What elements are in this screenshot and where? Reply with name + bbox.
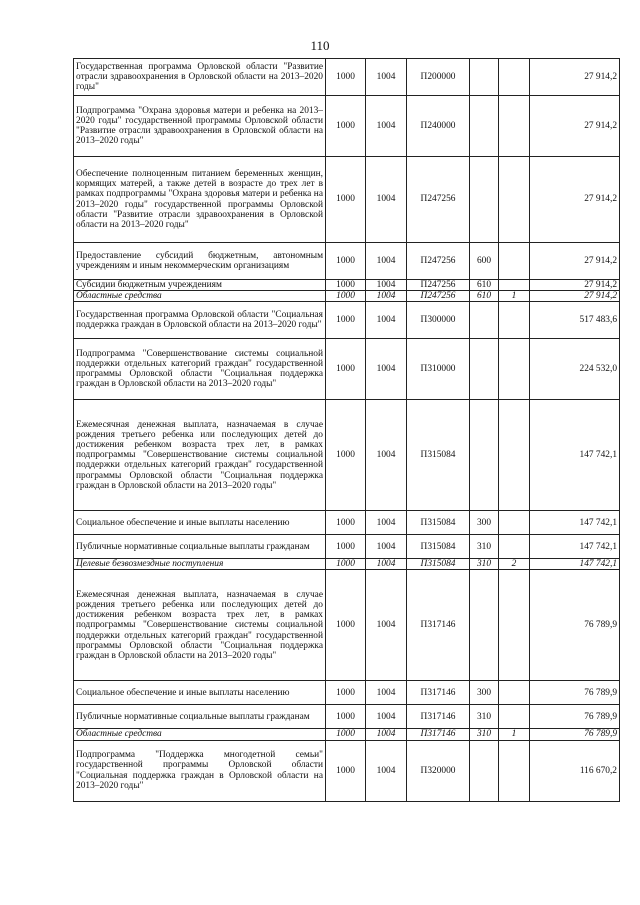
row-name: Обеспечение полноценным питанием беременных женщин, кормящих матерей, а также детей в возрасте до трех лет в рамках подпрограммы "Охрана здоровья матери и ребенка на 2013–2020 годы" государственной программы Орловской области "Развитие отрасли здравоохранения в Орловской области на 2013–2020 годы" bbox=[74, 157, 326, 243]
funding-source-code: 1 bbox=[499, 291, 530, 302]
table-row bbox=[74, 570, 620, 681]
subsection-code: 1004 bbox=[366, 59, 407, 96]
section-code: 1000 bbox=[326, 243, 366, 280]
table-row bbox=[74, 535, 620, 559]
row-name: Областные средства bbox=[74, 291, 326, 302]
section-code: 1000 bbox=[326, 291, 366, 302]
amount: 27 914,2 bbox=[530, 291, 620, 302]
table-row bbox=[74, 302, 620, 339]
amount: 147 742,1 bbox=[530, 535, 620, 559]
row-name: Ежемесячная денежная выплата, назначаемая в случае рождения третьего ребенка или последующих детей до достижения ребенком возраста трех лет, в рамках подпрограммы "Совершенствование системы социальной поддержки отдельных категорий граждан" государственной программы Орловской области "Социальная поддержка граждан в Орловской области на 2013–2020 годы" bbox=[74, 570, 326, 681]
target-article-code: П317146 bbox=[407, 729, 470, 740]
subsection-code: 1004 bbox=[366, 535, 407, 559]
funding-source-code bbox=[499, 705, 530, 729]
row-name: Подпрограмма "Совершенствование системы социальной поддержки отдельных категорий граждан" государственной программы Орловской области "Социальная поддержка граждан в Орловской области на 2013–2020 годы" bbox=[74, 339, 326, 400]
amount: 224 532,0 bbox=[530, 339, 620, 400]
row-name: Публичные нормативные социальные выплаты гражданам bbox=[74, 535, 326, 559]
expense-type-code: 310 bbox=[470, 705, 499, 729]
expense-type-code: 310 bbox=[470, 559, 499, 570]
funding-source-code bbox=[499, 302, 530, 339]
subsection-code: 1004 bbox=[366, 511, 407, 535]
section-code: 1000 bbox=[326, 740, 366, 801]
target-article-code: П247256 bbox=[407, 157, 470, 243]
funding-source-code bbox=[499, 59, 530, 96]
table-row bbox=[74, 291, 620, 302]
table-row bbox=[74, 400, 620, 511]
target-article-code: П310000 bbox=[407, 339, 470, 400]
funding-source-code: 2 bbox=[499, 559, 530, 570]
target-article-code: П315084 bbox=[407, 559, 470, 570]
amount: 147 742,1 bbox=[530, 511, 620, 535]
amount: 147 742,1 bbox=[530, 400, 620, 511]
subsection-code: 1004 bbox=[366, 570, 407, 681]
target-article-code: П317146 bbox=[407, 705, 470, 729]
expense-type-code: 300 bbox=[470, 681, 499, 705]
table-row bbox=[74, 681, 620, 705]
subsection-code: 1004 bbox=[366, 681, 407, 705]
section-code: 1000 bbox=[326, 705, 366, 729]
funding-source-code bbox=[499, 400, 530, 511]
amount: 27 914,2 bbox=[530, 157, 620, 243]
row-name: Социальное обеспечение и иные выплаты населению bbox=[74, 511, 326, 535]
section-code: 1000 bbox=[326, 280, 366, 291]
expense-type-code bbox=[470, 400, 499, 511]
expense-type-code: 310 bbox=[470, 729, 499, 740]
amount: 517 483,6 bbox=[530, 302, 620, 339]
section-code: 1000 bbox=[326, 96, 366, 157]
row-name: Социальное обеспечение и иные выплаты населению bbox=[74, 681, 326, 705]
subsection-code: 1004 bbox=[366, 243, 407, 280]
subsection-code: 1004 bbox=[366, 291, 407, 302]
target-article-code: П200000 bbox=[407, 59, 470, 96]
table-row bbox=[74, 559, 620, 570]
subsection-code: 1004 bbox=[366, 96, 407, 157]
expense-type-code: 600 bbox=[470, 243, 499, 280]
section-code: 1000 bbox=[326, 302, 366, 339]
funding-source-code bbox=[499, 681, 530, 705]
target-article-code: П300000 bbox=[407, 302, 470, 339]
section-code: 1000 bbox=[326, 511, 366, 535]
expense-type-code: 300 bbox=[470, 511, 499, 535]
expense-type-code bbox=[470, 59, 499, 96]
amount: 27 914,2 bbox=[530, 243, 620, 280]
expense-type-code bbox=[470, 302, 499, 339]
section-code: 1000 bbox=[326, 400, 366, 511]
target-article-code: П320000 bbox=[407, 740, 470, 801]
row-name: Подпрограмма "Поддержка многодетной семьи" государственной программы Орловской области "Социальная поддержка граждан в Орловской области на 2013–2020 годы" bbox=[74, 740, 326, 801]
subsection-code: 1004 bbox=[366, 559, 407, 570]
row-name: Публичные нормативные социальные выплаты гражданам bbox=[74, 705, 326, 729]
amount: 27 914,2 bbox=[530, 96, 620, 157]
target-article-code: П315084 bbox=[407, 535, 470, 559]
amount: 27 914,2 bbox=[530, 59, 620, 96]
row-name: Подпрограмма "Охрана здоровья матери и ребенка на 2013–2020 годы" государственной программы Орловской области "Развитие отрасли здравоохранения в Орловской области на 2013–2020 годы" bbox=[74, 96, 326, 157]
target-article-code: П315084 bbox=[407, 400, 470, 511]
section-code: 1000 bbox=[326, 729, 366, 740]
section-code: 1000 bbox=[326, 59, 366, 96]
target-article-code: П240000 bbox=[407, 96, 470, 157]
section-code: 1000 bbox=[326, 570, 366, 681]
expense-type-code bbox=[470, 157, 499, 243]
section-code: 1000 bbox=[326, 339, 366, 400]
table-row bbox=[74, 740, 620, 801]
subsection-code: 1004 bbox=[366, 157, 407, 243]
row-name: Областные средства bbox=[74, 729, 326, 740]
row-name: Субсидии бюджетным учреждениям bbox=[74, 280, 326, 291]
amount: 147 742,1 bbox=[530, 559, 620, 570]
table-body bbox=[74, 59, 620, 802]
row-name: Государственная программа Орловской области "Социальная поддержка граждан в Орловской области на 2013–2020 годы" bbox=[74, 302, 326, 339]
section-code: 1000 bbox=[326, 681, 366, 705]
row-name: Предоставление субсидий бюджетным, автономным учреждениям и иным некоммерческим организациям bbox=[74, 243, 326, 280]
expense-type-code bbox=[470, 570, 499, 681]
amount: 76 789,9 bbox=[530, 705, 620, 729]
subsection-code: 1004 bbox=[366, 400, 407, 511]
subsection-code: 1004 bbox=[366, 729, 407, 740]
section-code: 1000 bbox=[326, 157, 366, 243]
amount: 76 789,9 bbox=[530, 729, 620, 740]
amount: 76 789,9 bbox=[530, 570, 620, 681]
subsection-code: 1004 bbox=[366, 339, 407, 400]
target-article-code: П317146 bbox=[407, 681, 470, 705]
target-article-code: П317146 bbox=[407, 570, 470, 681]
subsection-code: 1004 bbox=[366, 280, 407, 291]
table-row bbox=[74, 339, 620, 400]
expense-type-code bbox=[470, 96, 499, 157]
expense-type-code: 310 bbox=[470, 535, 499, 559]
target-article-code: П315084 bbox=[407, 511, 470, 535]
section-code: 1000 bbox=[326, 535, 366, 559]
subsection-code: 1004 bbox=[366, 302, 407, 339]
expense-type-code bbox=[470, 740, 499, 801]
funding-source-code bbox=[499, 243, 530, 280]
funding-source-code bbox=[499, 570, 530, 681]
subsection-code: 1004 bbox=[366, 740, 407, 801]
table-row bbox=[74, 280, 620, 291]
table-row bbox=[74, 705, 620, 729]
row-name: Целевые безвозмездные поступления bbox=[74, 559, 326, 570]
subsection-code: 1004 bbox=[366, 705, 407, 729]
target-article-code: П247256 bbox=[407, 291, 470, 302]
funding-source-code bbox=[499, 157, 530, 243]
funding-source-code bbox=[499, 96, 530, 157]
amount: 76 789,9 bbox=[530, 681, 620, 705]
amount: 27 914,2 bbox=[530, 280, 620, 291]
funding-source-code bbox=[499, 511, 530, 535]
table-row bbox=[74, 96, 620, 157]
expense-type-code: 610 bbox=[470, 291, 499, 302]
target-article-code: П247256 bbox=[407, 280, 470, 291]
table-row bbox=[74, 59, 620, 96]
funding-source-code: 1 bbox=[499, 729, 530, 740]
funding-source-code bbox=[499, 740, 530, 801]
page-number: 110 bbox=[310, 38, 330, 53]
expense-type-code: 610 bbox=[470, 280, 499, 291]
section-code: 1000 bbox=[326, 559, 366, 570]
amount: 116 670,2 bbox=[530, 740, 620, 801]
row-name: Ежемесячная денежная выплата, назначаемая в случае рождения третьего ребенка или последующих детей до достижения ребенком возраста трех лет, в рамках подпрограммы "Совершенствование системы социальной поддержки отдельных категорий граждан" государственной программы Орловской области "Социальная поддержка граждан в Орловской области на 2013–2020 годы" bbox=[74, 400, 326, 511]
table-row bbox=[74, 729, 620, 740]
target-article-code: П247256 bbox=[407, 243, 470, 280]
table-row bbox=[74, 511, 620, 535]
table-row bbox=[74, 157, 620, 243]
table-row bbox=[74, 243, 620, 280]
row-name: Государственная программа Орловской области "Развитие отрасли здравоохранения в Орловской области на 2013–2020 годы" bbox=[74, 59, 326, 96]
expense-type-code bbox=[470, 339, 499, 400]
funding-source-code bbox=[499, 280, 530, 291]
funding-source-code bbox=[499, 339, 530, 400]
funding-source-code bbox=[499, 535, 530, 559]
budget-table bbox=[73, 58, 620, 802]
